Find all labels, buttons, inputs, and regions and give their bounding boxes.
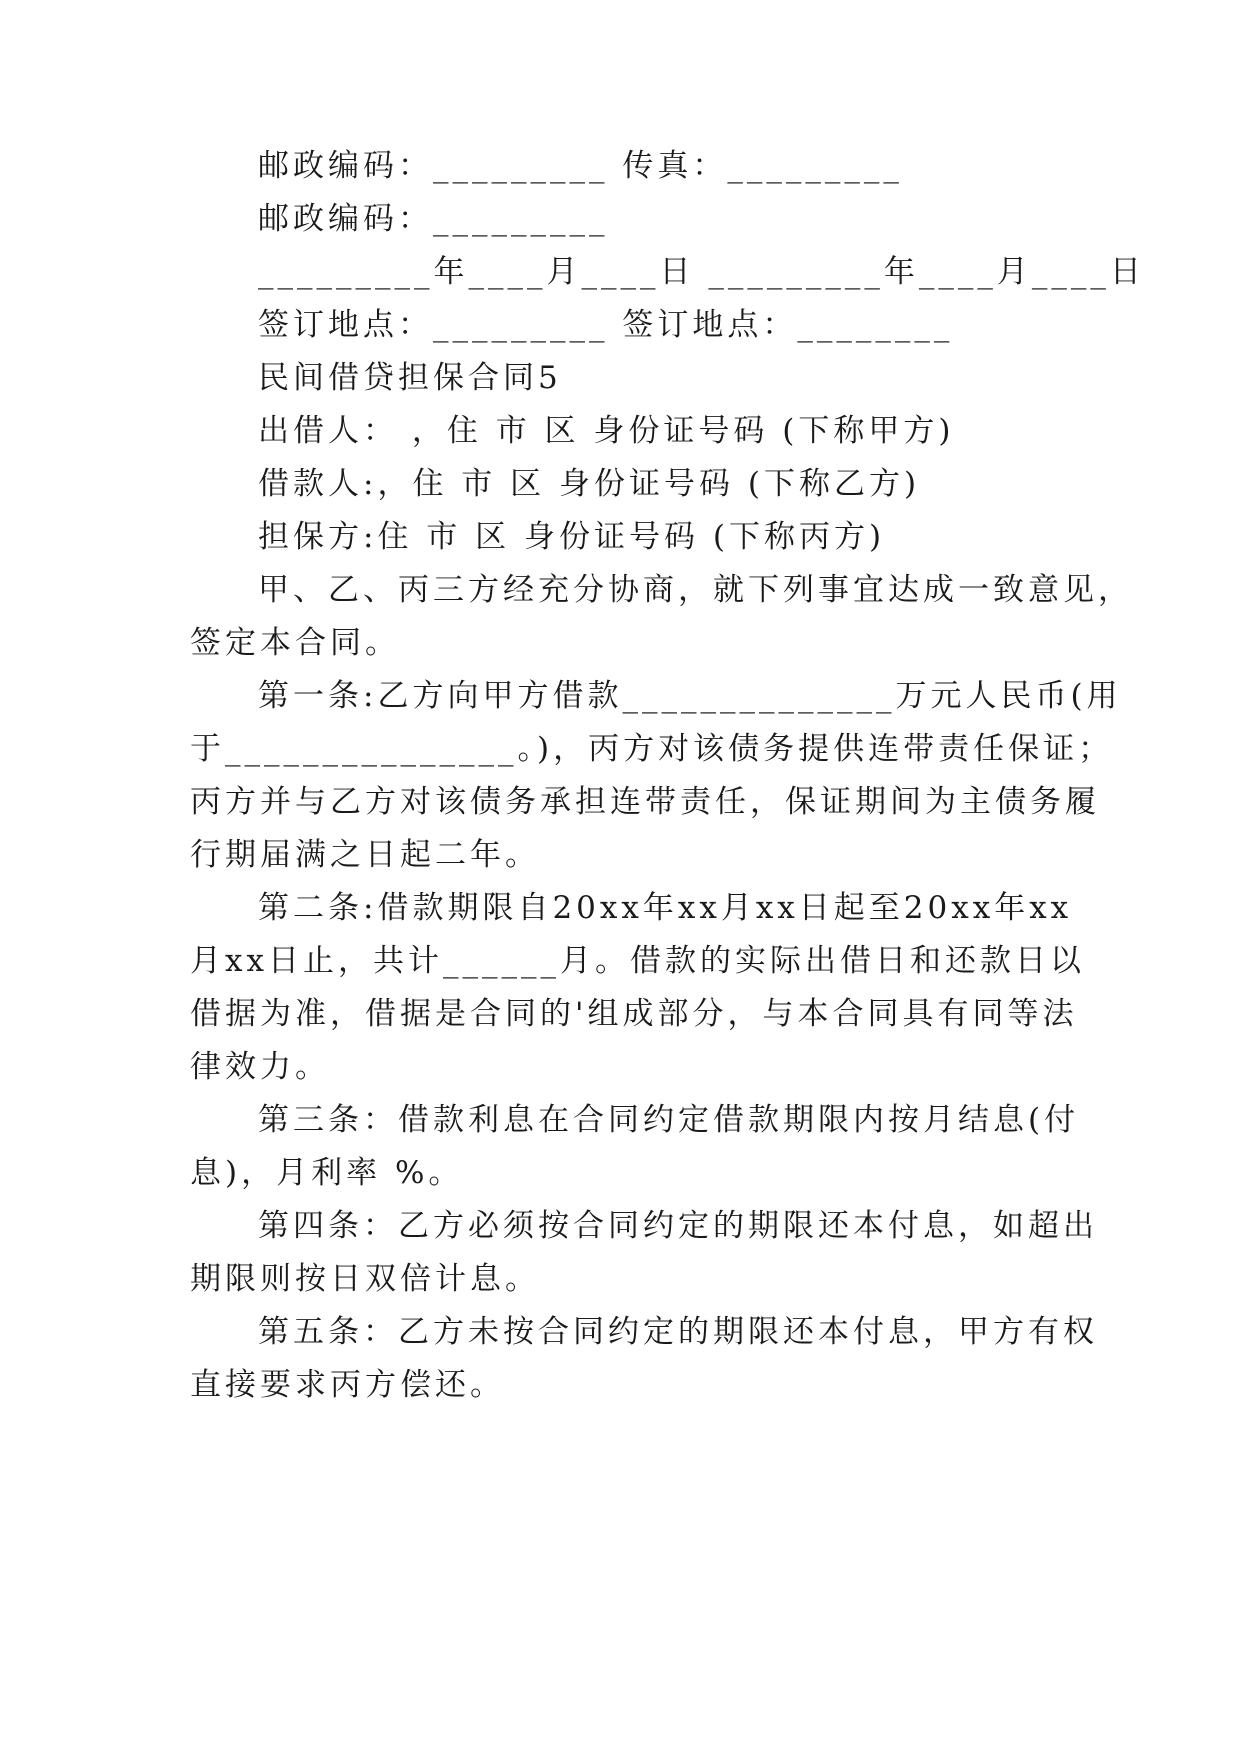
article-2-line-2: 月xx日止，共计______月。借款的实际出借日和还款日以 — [190, 943, 1085, 979]
contract-title: 民间借贷担保合同5 — [258, 360, 562, 396]
article-3-line-1: 第三条：借款利息在合同约定借款期限内按月结息(付 — [258, 1102, 1080, 1138]
article-2-line-4: 律效力。 — [190, 1049, 330, 1085]
article-3-line-2: 息)，月利率 %。 — [190, 1155, 464, 1191]
date-line: _________年____月____日 _________年____月____日 — [258, 254, 1145, 290]
article-2-line-1: 第二条:借款期限自20xx年xx月xx日起至20xx年xx — [258, 890, 1073, 926]
preamble-line-2: 签定本合同。 — [190, 625, 400, 661]
article-5-line-1: 第五条：乙方未按合同约定的期限还本付息，甲方有权 — [258, 1314, 1098, 1350]
preamble-line-1: 甲、乙、丙三方经充分协商，就下列事宜达成一致意见， — [258, 572, 1133, 608]
article-2-line-3: 借据为准，借据是合同的'组成部分，与本合同具有同等法 — [190, 996, 1078, 1032]
borrower-line: 借款人:，住 市 区 身份证号码 (下称乙方) — [258, 466, 921, 502]
article-1-line-2: 于_______________。)，丙方对该债务提供连带责任保证； — [190, 731, 1114, 767]
article-1-line-1: 第一条:乙方向甲方借款______________万元人民币(用 — [258, 678, 1122, 714]
postal-fax-line: 邮政编码：_________ 传真：_________ — [258, 148, 903, 184]
guarantor-line: 担保方:住 市 区 身份证号码 (下称丙方) — [258, 519, 886, 555]
lender-line: 出借人： ，住 市 区 身份证号码 (下称甲方) — [258, 413, 955, 449]
article-1-line-3: 丙方并与乙方对该债务承担连带责任，保证期间为主债务履 — [190, 784, 1100, 820]
article-5-line-2: 直接要求丙方偿还。 — [190, 1367, 505, 1403]
article-1-line-4: 行期届满之日起二年。 — [190, 837, 540, 873]
signing-place-line: 签订地点：_________ 签订地点：________ — [258, 307, 954, 343]
article-4-line-1: 第四条：乙方必须按合同约定的期限还本付息，如超出 — [258, 1208, 1098, 1244]
article-4-line-2: 期限则按日双倍计息。 — [190, 1261, 540, 1297]
postal-code-line: 邮政编码：_________ — [258, 201, 609, 237]
